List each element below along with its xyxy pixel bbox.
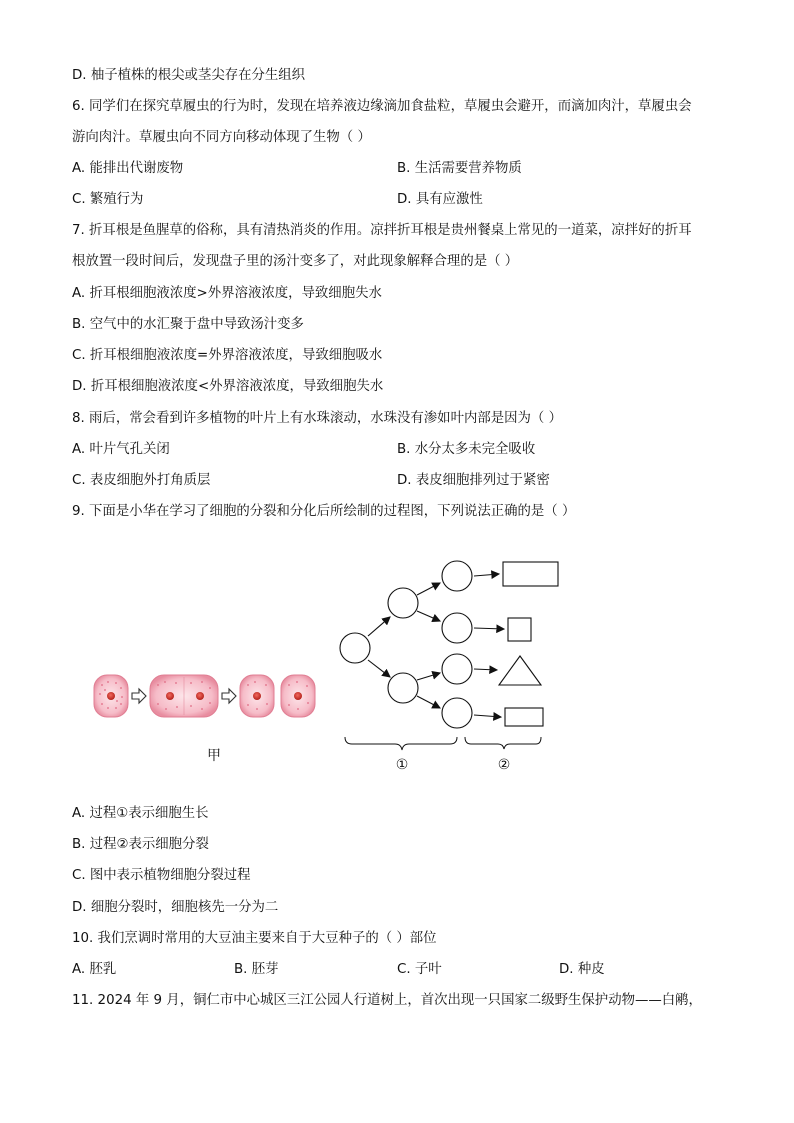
tissue-square	[508, 618, 531, 641]
cell-circle-2	[442, 613, 472, 643]
question-9-option-d: D. 细胞分裂时，细胞核先一分为二	[72, 900, 279, 915]
question-6-option-a: A. 能排出代谢废物	[72, 161, 184, 176]
cell-circle-lower	[388, 673, 418, 703]
question-9-option-a: A. 过程①表示细胞生长	[72, 806, 209, 821]
cell-division-figure	[90, 670, 330, 770]
cell-circle-1	[442, 561, 472, 591]
cell-stage-2	[150, 675, 218, 717]
question-10-option-c: C. 子叶	[397, 962, 442, 977]
question-7-option-b: B. 空气中的水汇聚于盘中导致汤汁变多	[72, 317, 304, 332]
question-6-option-c: C. 繁殖行为	[72, 192, 144, 207]
question-6-option-d: D. 具有应激性	[397, 192, 483, 207]
question-7-option-c: C. 折耳根细胞液浓度=外界溶液浓度，导致细胞吸水	[72, 348, 383, 363]
cell-circle-3	[442, 654, 472, 684]
tissue-rectangle-2	[505, 708, 543, 726]
question-10: 10. 我们烹调时常用的大豆油主要来自于大豆种子的（ ）部位	[72, 931, 437, 946]
cell-differentiation-diagram	[335, 555, 570, 780]
question-11-line-1: 11. 2024 年 9 月，铜仁市中心城区三江公园人行道树上，首次出现一只国家二级野生保护动物——白鹇，	[72, 993, 702, 1008]
line-q5-option-d: D. 柚子植株的根尖或茎尖存在分生组织	[72, 68, 306, 83]
question-10-option-b: B. 胚芽	[234, 962, 279, 977]
tissue-rectangle-1	[503, 562, 558, 586]
question-8-option-d: D. 表皮细胞排列过于紧密	[397, 473, 550, 488]
question-8-option-c: C. 表皮细胞外打角质层	[72, 473, 211, 488]
arrow-right-icon	[132, 689, 146, 703]
arrow-right-icon	[222, 689, 236, 703]
question-7-line-2: 根放置一段时间后，发现盘子里的汤汁变多了，对此现象解释合理的是（ ）	[72, 254, 519, 269]
cell-circle-origin	[340, 633, 370, 663]
question-8: 8. 雨后，常会看到许多植物的叶片上有水珠滚动，水珠没有渗如叶内部是因为（ ）	[72, 411, 562, 426]
stage-1-label: ①	[395, 757, 409, 773]
question-6-option-b: B. 生活需要营养物质	[397, 161, 522, 176]
tissue-triangle	[499, 656, 541, 685]
stage-2-label: ②	[497, 757, 511, 773]
question-10-option-a: A. 胚乳	[72, 962, 117, 977]
question-9-option-c: C. 图中表示植物细胞分裂过程	[72, 868, 251, 883]
question-8-option-a: A. 叶片气孔关闭	[72, 442, 170, 457]
question-6-line-1: 6. 同学们在探究草履虫的行为时，发现在培养液边缘滴加食盐粒，草履虫会避开，而滴加肉汁，草履虫会	[72, 99, 692, 114]
cell-circle-upper	[388, 588, 418, 618]
question-9: 9. 下面是小华在学习了细胞的分裂和分化后所绘制的过程图，下列说法正确的是（ ）	[72, 504, 576, 519]
cell-circle-4	[442, 698, 472, 728]
question-7-line-1: 7. 折耳根是鱼腥草的俗称，具有清热消炎的作用。凉拌折耳根是贵州餐桌上常见的一道菜，凉拌好的折耳	[72, 223, 692, 238]
cell-stage-3	[240, 675, 315, 717]
question-10-option-d: D. 种皮	[559, 962, 605, 977]
figure-jia-label: 甲	[207, 748, 221, 764]
question-8-option-b: B. 水分太多未完全吸收	[397, 442, 536, 457]
question-7-option-a: A. 折耳根细胞液浓度>外界溶液浓度，导致细胞失水	[72, 286, 382, 301]
cell-stage-1	[94, 675, 128, 717]
brace-stage-2	[465, 737, 541, 749]
question-6-line-2: 游向肉汁。草履虫向不同方向移动体现了生物（ ）	[72, 130, 371, 145]
question-7-option-d: D. 折耳根细胞液浓度<外界溶液浓度，导致细胞失水	[72, 379, 384, 394]
question-9-option-b: B. 过程②表示细胞分裂	[72, 837, 209, 852]
brace-stage-1	[345, 737, 457, 750]
